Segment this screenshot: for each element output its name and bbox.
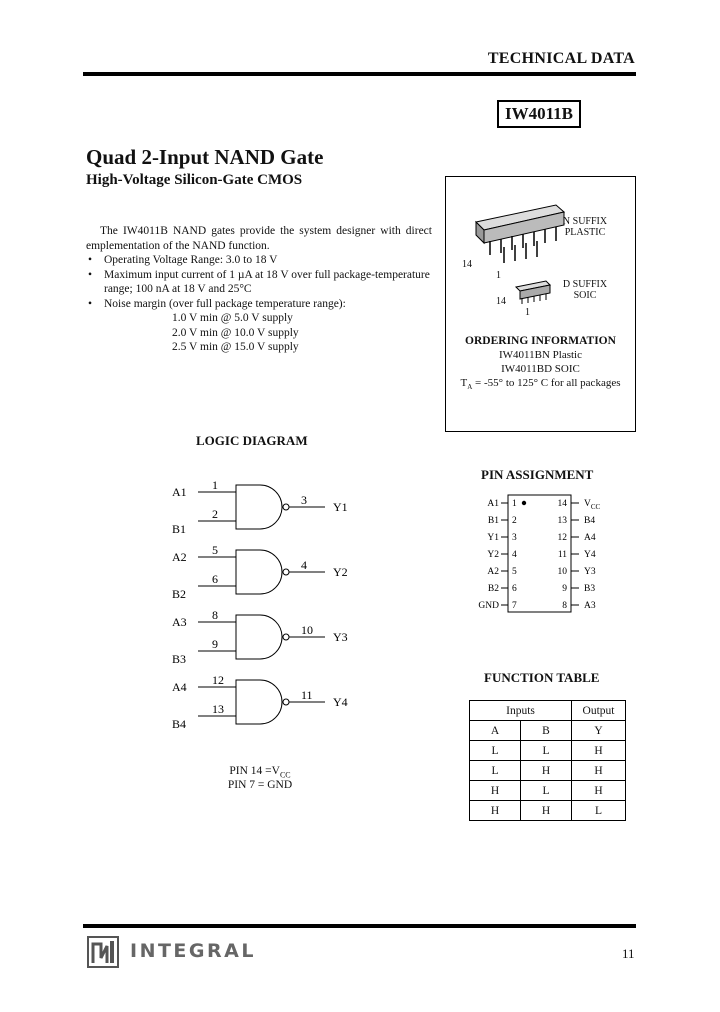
pin-number-left: 3 bbox=[512, 533, 517, 543]
inverter-bubble bbox=[283, 569, 289, 575]
n-suffix-label: N SUFFIX bbox=[562, 216, 608, 227]
table-cell: L bbox=[521, 741, 572, 761]
pin-name-right: A4 bbox=[584, 533, 596, 543]
header-rule bbox=[83, 72, 636, 76]
inverter-bubble bbox=[283, 699, 289, 705]
logic-diagram bbox=[160, 478, 380, 738]
footer-rule bbox=[83, 924, 636, 928]
gate-input-label: B3 bbox=[172, 652, 187, 666]
description bbox=[86, 224, 432, 355]
gate-input-label: A3 bbox=[172, 615, 187, 629]
soic-package-icon bbox=[516, 281, 550, 304]
pin-name-left: B2 bbox=[487, 584, 499, 594]
temp-prefix: T bbox=[460, 377, 468, 389]
pin-number-right: 12 bbox=[557, 533, 567, 543]
page-number: 11 bbox=[622, 946, 635, 961]
pin-number: 2 bbox=[212, 507, 218, 521]
temp-rest: = -55° to 125° C for all packages bbox=[472, 377, 621, 389]
noise-line: 2.0 V min @ 10.0 V supply bbox=[172, 326, 299, 339]
ordering-line: IW4011BD SOIC bbox=[501, 363, 580, 375]
pin-name-right: A3 bbox=[584, 601, 596, 611]
gate-input-label: B2 bbox=[172, 587, 187, 601]
pin-name-right: B3 bbox=[584, 584, 596, 594]
pin14-prefix: PIN 14 =V bbox=[229, 765, 280, 777]
gate-input-label: A2 bbox=[172, 550, 187, 564]
gate-output-label: Y4 bbox=[333, 695, 348, 709]
soic-pin14-label: 14 bbox=[496, 296, 506, 307]
table-cell: H bbox=[470, 801, 521, 821]
table-cell: H bbox=[470, 781, 521, 801]
pin-number-left: 2 bbox=[512, 516, 517, 526]
function-table bbox=[469, 700, 626, 821]
section-label: TECHNICAL DATA bbox=[487, 50, 635, 67]
pin-number-right: 13 bbox=[557, 516, 567, 526]
nand-gate-symbol bbox=[236, 485, 282, 529]
feature-item: • Maximum input current of 1 µA at 18 V over full package-temperature range; 100 nA at 18 V and 25°C bbox=[86, 268, 432, 297]
pin-number: 6 bbox=[212, 572, 218, 586]
pin-name-right: Y3 bbox=[584, 567, 596, 577]
ordering-title: ORDERING INFORMATION bbox=[465, 335, 616, 347]
dip-pin14-label: 14 bbox=[462, 259, 472, 270]
pin-number-right: 14 bbox=[557, 499, 567, 509]
pin-name-left: Y1 bbox=[487, 533, 499, 543]
temp-sub: A bbox=[467, 383, 473, 392]
pin-number: 9 bbox=[212, 637, 218, 651]
temperature-range bbox=[445, 377, 636, 391]
table-row bbox=[470, 701, 626, 721]
nand-gate-symbol bbox=[236, 615, 282, 659]
pin-number: 1 bbox=[212, 478, 218, 492]
integral-logo-text: INTEGRAL bbox=[130, 940, 256, 962]
pin-name-right: $V_{CC}$ bbox=[584, 499, 601, 511]
column-header: B bbox=[521, 721, 572, 741]
pin-number-left: 5 bbox=[512, 567, 517, 577]
nand-gate-symbol bbox=[236, 680, 282, 724]
description-intro: The IW4011B NAND gates provide the system designer with direct emplementation of the NAND function. bbox=[86, 225, 432, 252]
page-title: Quad 2-Input NAND Gate bbox=[86, 145, 324, 169]
table-cell: L bbox=[572, 801, 626, 821]
pin-number: 12 bbox=[212, 673, 224, 687]
output-header: Output bbox=[572, 701, 626, 721]
noise-line: 2.5 V min @ 15.0 V supply bbox=[172, 341, 299, 353]
inverter-bubble bbox=[283, 504, 289, 510]
gate-input-label: B4 bbox=[172, 717, 187, 731]
inverter-bubble bbox=[283, 634, 289, 640]
pin-name-right: Y4 bbox=[584, 550, 596, 560]
table-row bbox=[470, 801, 626, 821]
table-row bbox=[470, 761, 626, 781]
pin1-marker bbox=[522, 501, 526, 505]
nand-gate-symbol bbox=[236, 550, 282, 594]
pin-name-right: B4 bbox=[584, 516, 596, 526]
table-cell: L bbox=[470, 761, 521, 781]
column-header: A bbox=[470, 721, 521, 741]
pin-assignment-diagram bbox=[470, 494, 630, 616]
pin14-note bbox=[200, 765, 320, 779]
pin-number-left: 6 bbox=[512, 584, 517, 594]
pin-number: 3 bbox=[301, 493, 307, 507]
table-cell: H bbox=[572, 761, 626, 781]
table-row bbox=[470, 721, 626, 741]
pin-number-right: 11 bbox=[557, 550, 567, 560]
table-row bbox=[470, 741, 626, 761]
integral-logo-icon bbox=[87, 936, 119, 968]
part-number-box: IW4011B bbox=[497, 100, 581, 128]
table-cell: H bbox=[521, 761, 572, 781]
column-header: Y bbox=[572, 721, 626, 741]
pin-number: 13 bbox=[212, 702, 224, 716]
function-table-title: FUNCTION TABLE bbox=[484, 670, 600, 685]
pin-number-right: 8 bbox=[562, 601, 567, 611]
soic-pin1-label: 1 bbox=[525, 307, 530, 318]
noise-line: 1.0 V min @ 5.0 V supply bbox=[172, 312, 293, 324]
gate-output-label: Y3 bbox=[333, 630, 348, 644]
pin-number: 5 bbox=[212, 543, 218, 557]
gate-input-label: A4 bbox=[172, 680, 187, 694]
pin7-note: PIN 7 = GND bbox=[227, 779, 293, 791]
pin-name-left: GND bbox=[478, 601, 499, 611]
n-type-label: PLASTIC bbox=[564, 227, 606, 238]
feature-item: • Operating Voltage Range: 3.0 to 18 V bbox=[86, 253, 432, 268]
pin-number: 10 bbox=[301, 623, 313, 637]
feature-item: • Noise margin (over full package temperature range): bbox=[86, 297, 432, 312]
pin-number: 8 bbox=[212, 608, 218, 622]
feature-list bbox=[86, 253, 432, 311]
logic-diagram-title: LOGIC DIAGRAM bbox=[196, 433, 308, 448]
gate-input-label: B1 bbox=[172, 522, 187, 536]
dip-pin1-label: 1 bbox=[496, 270, 501, 281]
pin-number-left: 1 bbox=[512, 499, 517, 509]
inputs-header: Inputs bbox=[470, 701, 572, 721]
table-cell: H bbox=[521, 801, 572, 821]
d-type-label: SOIC bbox=[573, 290, 597, 301]
pin-name-left: A2 bbox=[487, 567, 499, 577]
pin-number-left: 4 bbox=[512, 550, 517, 560]
package-drawing bbox=[446, 177, 635, 327]
d-suffix-label: D SUFFIX bbox=[562, 279, 608, 290]
pin-number: 4 bbox=[301, 558, 307, 572]
pin-number: 11 bbox=[301, 688, 313, 702]
table-cell: L bbox=[521, 781, 572, 801]
table-cell: H bbox=[572, 781, 626, 801]
pin-name-left: B1 bbox=[487, 516, 499, 526]
pin-number-right: 10 bbox=[557, 567, 567, 577]
table-cell: H bbox=[572, 741, 626, 761]
pin-name-left: Y2 bbox=[487, 550, 499, 560]
table-cell: L bbox=[470, 741, 521, 761]
page-subtitle: High-Voltage Silicon-Gate CMOS bbox=[86, 172, 303, 188]
dip-package-icon bbox=[476, 205, 564, 263]
pin-number-right: 9 bbox=[562, 584, 567, 594]
gate-input-label: A1 bbox=[172, 485, 187, 499]
pin-assignment-title: PIN ASSIGNMENT bbox=[481, 467, 594, 482]
table-row bbox=[470, 781, 626, 801]
gate-output-label: Y1 bbox=[333, 500, 348, 514]
pin14-sub: CC bbox=[279, 770, 291, 780]
pin-number-left: 7 bbox=[512, 601, 517, 611]
gate-output-label: Y2 bbox=[333, 565, 348, 579]
pin-name-left: A1 bbox=[487, 499, 499, 509]
ordering-line: IW4011BN Plastic bbox=[499, 349, 582, 361]
